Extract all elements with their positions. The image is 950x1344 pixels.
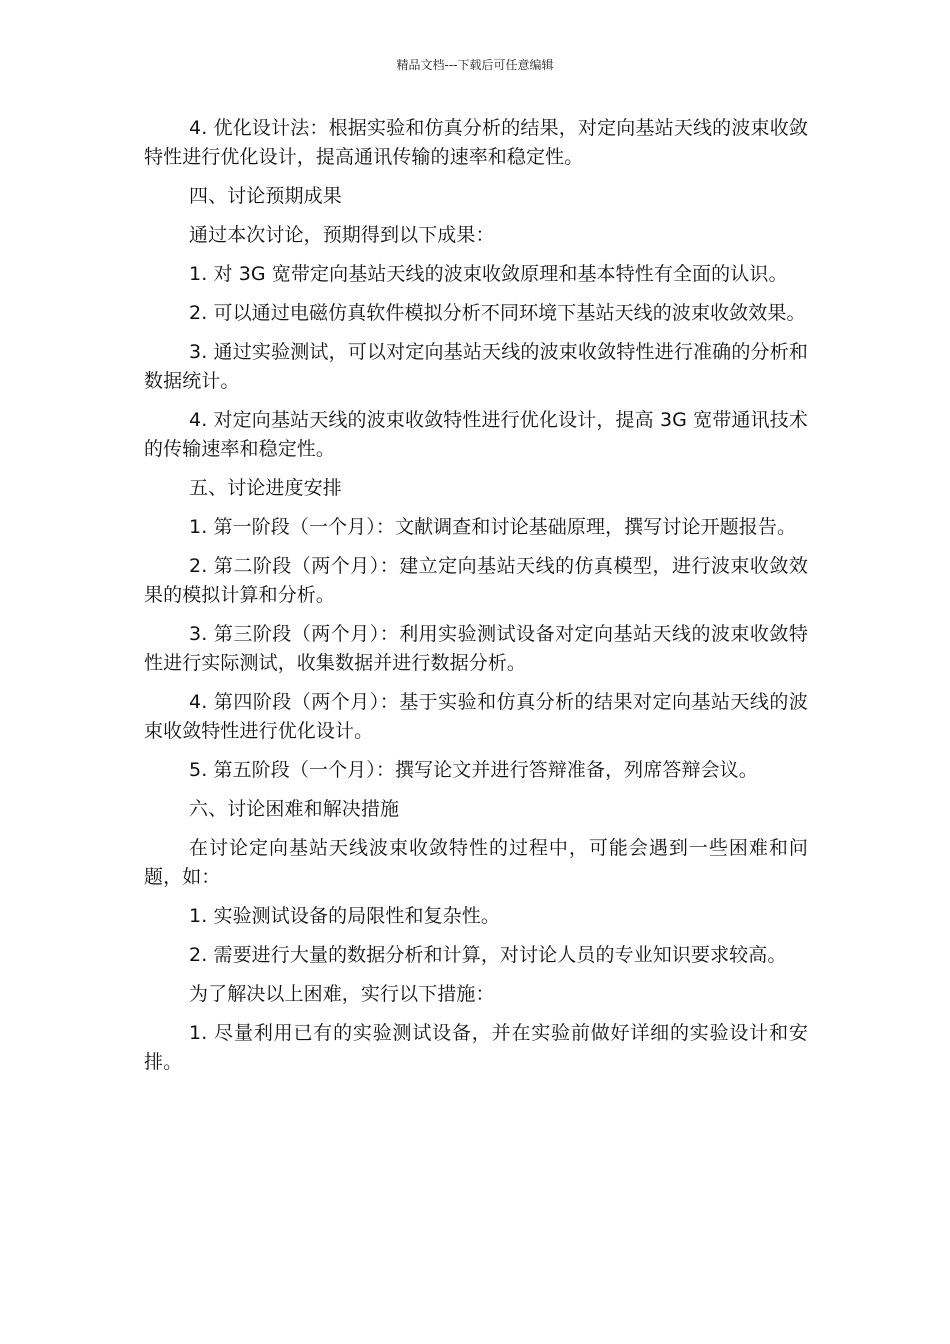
paragraph-results-intro: 通过本次讨论，预期得到以下成果： xyxy=(189,224,495,246)
section-heading-expected-results: 四、讨论预期成果 xyxy=(189,185,342,207)
page-header: 精品文档---下载后可任意编辑 xyxy=(396,58,554,72)
difficulty-item-1: 1. 实验测试设备的局限性和复杂性。 xyxy=(189,905,500,927)
measure-item-1: 1. 尽量利用已有的实验测试设备，并在实验前做好详细的实验设计和安排。 xyxy=(144,1022,808,1073)
schedule-item-4: 4. 第四阶段（两个月）：基于实验和仿真分析的结果对定向基站天线的波束收敛特性进行优化设计。 xyxy=(144,691,808,742)
difficulty-item-2: 2. 需要进行大量的数据分析和计算，对讨论人员的专业知识要求较高。 xyxy=(189,944,787,966)
schedule-item-5: 5. 第五阶段（一个月）：撰写论文并进行答辩准备，列席答辩会议。 xyxy=(189,759,758,781)
result-item-3: 3. 通过实验测试，可以对定向基站天线的波束收敛特性进行准确的分析和数据统计。 xyxy=(144,341,808,392)
paragraph-measures-intro: 为了解决以上困难，实行以下措施： xyxy=(189,983,495,1005)
result-item-2: 2. 可以通过电磁仿真软件模拟分析不同环境下基站天线的波束收敛效果。 xyxy=(189,302,806,324)
paragraph-difficulties-intro: 在讨论定向基站天线波束收敛特性的过程中，可能会遇到一些困难和问题，如： xyxy=(144,837,808,888)
document-body xyxy=(144,114,808,1087)
result-item-4: 4. 对定向基站天线的波束收敛特性进行优化设计，提高 3G 宽带通讯技术的传输速率和稳定性。 xyxy=(144,409,808,460)
schedule-item-1: 1. 第一阶段（一个月）：文献调查和讨论基础原理，撰写讨论开题报告。 xyxy=(189,516,797,538)
schedule-item-2: 2. 第二阶段（两个月）：建立定向基站天线的仿真模型，进行波束收敛效果的模拟计算和分析。 xyxy=(144,555,808,606)
result-item-1: 1. 对 3G 宽带定向基站天线的波束收敛原理和基本特性有全面的认识。 xyxy=(189,263,788,285)
paragraph-optimization-method: 4. 优化设计法：根据实验和仿真分析的结果，对定向基站天线的波束收敛特性进行优化设计，提高通讯传输的速率和稳定性。 xyxy=(144,117,808,168)
section-heading-schedule: 五、讨论进度安排 xyxy=(189,477,342,499)
schedule-item-3: 3. 第三阶段（两个月）：利用实验测试设备对定向基站天线的波束收敛特性进行实际测试，收集数据并进行数据分析。 xyxy=(144,623,808,674)
section-heading-difficulties: 六、讨论困难和解决措施 xyxy=(189,798,400,820)
